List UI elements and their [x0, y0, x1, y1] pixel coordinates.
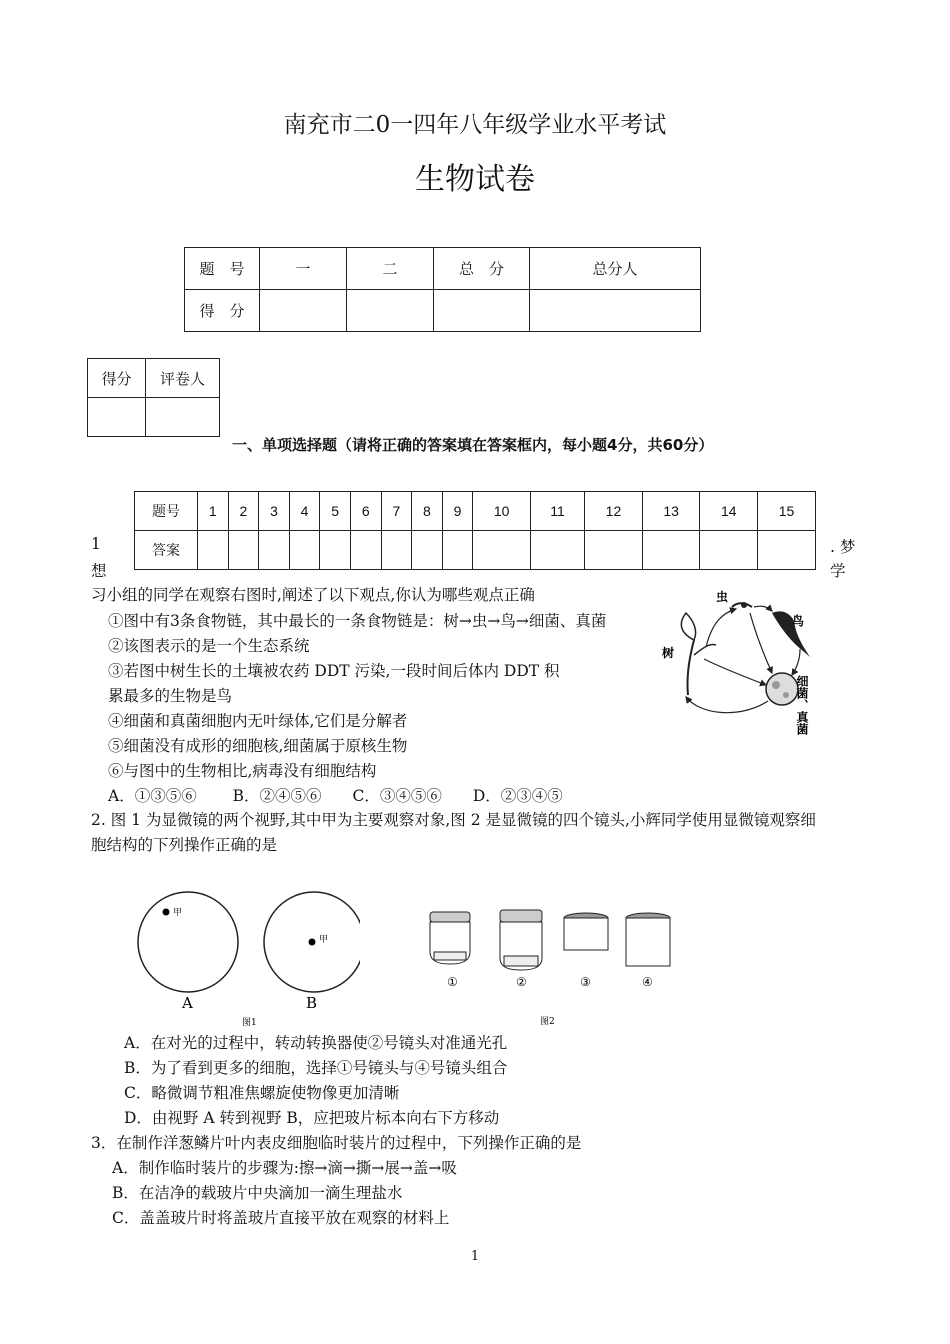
answer-number-cell: 11 [531, 492, 585, 531]
score-header-cell: 总分人 [530, 248, 701, 290]
answer-number-cell: 8 [412, 492, 443, 531]
score-header-cell: 二 [347, 248, 434, 290]
answer-input-cell[interactable] [585, 531, 643, 570]
answer-input-cell[interactable] [350, 531, 381, 570]
q1-option: ②该图表示的是一个生态系统 [108, 637, 310, 655]
grader-name-label: 评卷人 [146, 359, 220, 398]
q1-option: ①图中有3条食物链，其中最长的一条食物链是：树→虫→鸟→细菌、真菌 [108, 612, 607, 630]
bug-icon [732, 602, 752, 608]
answer-number-cell: 13 [642, 492, 700, 531]
answer-number-cell: 6 [350, 492, 381, 531]
q3-stem: 3．在制作洋葱鳞片叶内表皮细胞临时装片的过程中，下列操作正确的是 [91, 1134, 582, 1152]
score-header-cell: 题 号 [185, 248, 260, 290]
answer-number-cell: 14 [700, 492, 758, 531]
q1-number: 1 [91, 535, 101, 553]
answer-input-cell[interactable] [320, 531, 351, 570]
bug-label: 虫 [716, 590, 729, 604]
q3-option: C．盖盖玻片时将盖玻片直接平放在观察的材料上 [112, 1209, 450, 1227]
q1-option: ③若图中树生长的土壤被农药 DDT 污染,一段时间后体内 DDT 积 [108, 662, 560, 680]
field-a-circle [138, 892, 238, 992]
answer-input-cell[interactable] [473, 531, 531, 570]
score-cell[interactable] [347, 290, 434, 332]
answer-row-label: 题号 [135, 492, 198, 531]
field-a-label: A [182, 994, 193, 1012]
answer-number-cell: 1 [198, 492, 229, 531]
answer-input-cell[interactable] [442, 531, 473, 570]
q2-option: B．为了看到更多的细胞，选择①号镜头与④号镜头组合 [124, 1059, 508, 1077]
answer-row-label: 答案 [135, 531, 198, 570]
page-number: 1 [470, 1249, 480, 1264]
answer-input-cell[interactable] [531, 531, 585, 570]
lens-label: ① [447, 975, 458, 989]
q2-option: C．略微调节粗准焦螺旋使物像更加清晰 [124, 1084, 400, 1102]
microbe-label: 细菌、真菌 [795, 675, 809, 735]
answer-number-cell: 15 [758, 492, 816, 531]
bird-icon [772, 611, 810, 657]
field-b-marker [309, 939, 316, 946]
lens-label: ② [516, 975, 527, 989]
grader-score-cell[interactable] [88, 398, 146, 437]
q1-suffix-1: . 梦 [830, 538, 856, 556]
field-b-marker-label: 甲 [319, 935, 329, 945]
answer-number-cell: 12 [585, 492, 643, 531]
q1-prefix-char: 想 [91, 562, 107, 580]
q1-option: 累最多的生物是鸟 [108, 687, 233, 705]
answer-input-cell[interactable] [259, 531, 290, 570]
answer-number-cell: 3 [259, 492, 290, 531]
answer-table [134, 491, 816, 570]
food-web-figure [660, 585, 850, 735]
field-a-marker [163, 909, 170, 916]
grader-score-label: 得分 [88, 359, 146, 398]
score-cell[interactable] [260, 290, 347, 332]
score-header-cell: 一 [260, 248, 347, 290]
bird-label: 鸟 [792, 614, 805, 628]
q3-option: B．在洁净的载玻片中央滴加一滴生理盐水 [112, 1184, 403, 1202]
q2-option: D．由视野 A 转到视野 B，应把玻片标本向右下方移动 [124, 1109, 500, 1127]
grader-name-cell[interactable] [146, 398, 220, 437]
answer-number-cell: 7 [381, 492, 412, 531]
score-header-cell: 总 分 [434, 248, 530, 290]
score-row-label: 得 分 [185, 290, 260, 332]
answer-input-cell[interactable] [381, 531, 412, 570]
q1-option: ④细菌和真菌细胞内无叶绿体,它们是分解者 [108, 712, 408, 730]
score-cell[interactable] [530, 290, 701, 332]
tree-icon [681, 613, 716, 695]
q3-option: A．制作临时装片的步骤为:擦→滴→撕→展→盖→吸 [112, 1159, 457, 1177]
q1-suffix-2: 学 [830, 562, 846, 580]
fig2-caption: 图2 [540, 1017, 555, 1027]
q1-stem: 习小组的同学在观察右图时,阐述了以下观点,你认为哪些观点正确 [91, 586, 535, 604]
q2-stem-line2: 胞结构的下列操作正确的是 [91, 836, 278, 854]
answer-input-cell[interactable] [198, 531, 229, 570]
answer-number-cell: 4 [289, 492, 320, 531]
lens-2 [500, 910, 542, 970]
microbe-icon [766, 673, 798, 705]
answer-input-cell[interactable] [700, 531, 758, 570]
answer-number-cell: 9 [442, 492, 473, 531]
q1-option: ⑥与图中的生物相比,病毒没有细胞结构 [108, 762, 377, 780]
q1-choices: A．①③⑤⑥ B．②④⑤⑥ C．③④⑤⑥ D．②③④⑤ [108, 787, 563, 805]
q1-option: ⑤细菌没有成形的细胞核,细菌属于原核生物 [108, 737, 408, 755]
field-a-marker-label: 甲 [173, 908, 183, 918]
answer-input-cell[interactable] [228, 531, 259, 570]
q2-stem-line1: 2. 图 1 为显微镜的两个视野,其中甲为主要观察对象,图 2 是显微镜的四个镜头,小辉同学使用显微镜观察细 [91, 811, 816, 829]
answer-input-cell[interactable] [758, 531, 816, 570]
tree-label: 树 [662, 646, 675, 660]
exam-subtitle: 生物试卷 [415, 162, 535, 197]
grader-table [87, 358, 220, 437]
answer-number-cell: 10 [473, 492, 531, 531]
field-b-label: B [306, 994, 318, 1012]
q2-option: A．在对光的过程中，转动转换器使②号镜头对准通光孔 [124, 1034, 508, 1052]
answer-number-cell: 2 [228, 492, 259, 531]
lens-label: ③ [580, 975, 591, 989]
lens-3 [564, 913, 608, 950]
lens-figure [420, 902, 690, 1032]
answer-input-cell[interactable] [412, 531, 443, 570]
answer-number-cell: 5 [320, 492, 351, 531]
fig1-caption: 图1 [242, 1018, 257, 1028]
lens-label: ④ [642, 975, 653, 989]
answer-input-cell[interactable] [289, 531, 320, 570]
score-table [184, 247, 701, 332]
section-heading: 一、单项选择题（请将正确的答案填在答案框内，每小题4分，共60分） [232, 436, 714, 454]
score-cell[interactable] [434, 290, 530, 332]
lens-1 [430, 912, 470, 964]
answer-input-cell[interactable] [642, 531, 700, 570]
lens-4 [626, 913, 670, 966]
microscope-fields-figure [130, 890, 360, 1030]
exam-title: 南充市二0一四年八年级学业水平考试 [283, 112, 667, 138]
